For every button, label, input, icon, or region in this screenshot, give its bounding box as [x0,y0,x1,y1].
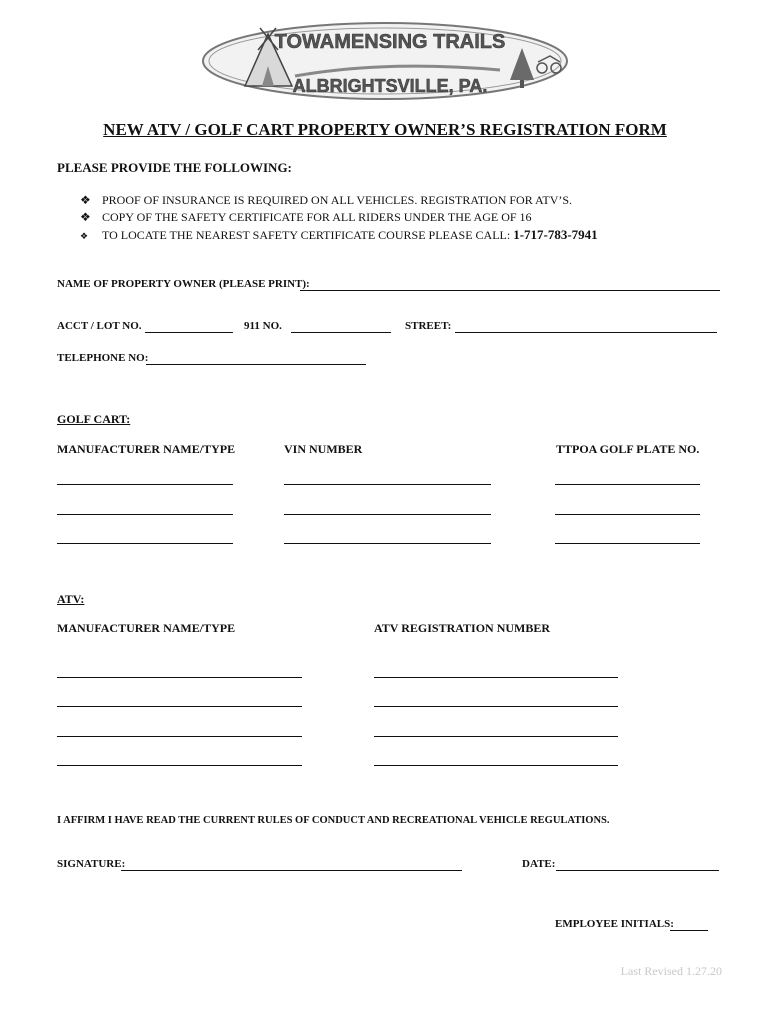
golf-plate-field-1[interactable] [555,484,700,485]
golf-vin-field-1[interactable] [284,484,491,485]
street-label: STREET: [405,320,452,332]
bullet-course [80,227,598,243]
signature-field[interactable] [121,870,462,871]
atv-manufacturer-field-4[interactable] [57,765,302,766]
telephone-field[interactable] [146,364,366,365]
affirmation-statement: I AFFIRM I HAVE READ THE CURRENT RULES OF CONDUCT AND RECREATIONAL VEHICLE REGULATIONS. [57,815,610,826]
atv-registration-field-2[interactable] [374,706,618,707]
atv-manufacturer-field-1[interactable] [57,677,302,678]
phone-number: 1-717-783-7941 [513,227,598,242]
towamensing-trails-logo [200,20,570,102]
golf-manufacturer-field-1[interactable] [57,484,233,485]
golf-manufacturer-field-2[interactable] [57,514,233,515]
employee-initials-label: EMPLOYEE INITIALS: [555,918,674,930]
golf-vin-header: VIN NUMBER [284,442,363,456]
logo-bottom-text: ALBRIGHTSVILLE, PA. [292,76,488,96]
logo-top-text: TOWAMENSING TRAILS [274,31,506,53]
911-no-field[interactable] [291,332,391,333]
atv-heading: ATV: [57,592,85,606]
bullet-text: TO LOCATE THE NEAREST SAFETY CERTIFICATE COURSE PLEASE CALL: [102,228,514,242]
golf-vin-field-3[interactable] [284,543,491,544]
bullet-certificate [80,210,532,225]
owner-name-label: NAME OF PROPERTY OWNER (PLEASE PRINT): [57,278,310,290]
bullet-insurance [80,193,572,208]
golf-plate-field-2[interactable] [555,514,700,515]
diamond-bullet-icon: ❖ [80,231,89,241]
atv-manufacturer-header: MANUFACTURER NAME/TYPE [57,621,236,635]
bullet-text: PROOF OF INSURANCE IS REQUIRED ON ALL VEHICLES. REGISTRATION FOR ATV’S. [102,193,573,207]
golf-manufacturer-header: MANUFACTURER NAME/TYPE [57,442,236,456]
date-field[interactable] [556,870,719,871]
atv-manufacturer-field-3[interactable] [57,736,302,737]
atv-registration-field-3[interactable] [374,736,618,737]
date-label: DATE: [522,858,556,870]
employee-initials-field[interactable] [670,930,708,931]
golf-plate-header: TTPOA GOLF PLATE NO. [556,442,700,456]
telephone-label: TELEPHONE NO: [57,352,149,364]
atv-registration-field-4[interactable] [374,765,618,766]
bullet-text: COPY OF THE SAFETY CERTIFICATE FOR ALL RIDERS UNDER THE AGE OF 16 [102,210,532,224]
golf-plate-field-3[interactable] [555,543,700,544]
acct-lot-field[interactable] [145,332,233,333]
golf-vin-field-2[interactable] [284,514,491,515]
atv-manufacturer-field-2[interactable] [57,706,302,707]
form-title: NEW ATV / GOLF CART PROPERTY OWNER’S REGISTRATION FORM [103,120,667,139]
owner-name-field[interactable] [300,290,720,291]
diamond-bullet-icon: ❖ [80,193,91,207]
golf-cart-heading: GOLF CART: [57,412,131,426]
instructions-heading: PLEASE PROVIDE THE FOLLOWING: [57,160,292,175]
acct-lot-label: ACCT / LOT NO. [57,320,142,332]
street-field[interactable] [455,332,717,333]
911-no-label: 911 NO. [244,320,282,332]
last-revised-note: Last Revised 1.27.20 [620,964,722,978]
diamond-bullet-icon: ❖ [80,210,91,224]
signature-label: SIGNATURE: [57,858,126,870]
atv-registration-field-1[interactable] [374,677,618,678]
golf-manufacturer-field-3[interactable] [57,543,233,544]
atv-registration-header: ATV REGISTRATION NUMBER [374,621,551,635]
